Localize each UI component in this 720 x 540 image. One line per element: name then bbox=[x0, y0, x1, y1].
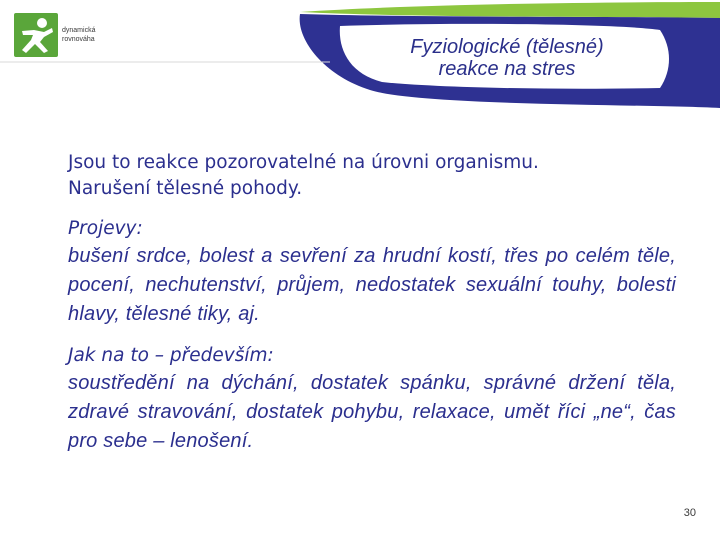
slide-title bbox=[376, 36, 638, 80]
logo-text-line1: dynamická bbox=[62, 27, 96, 34]
intro-line1: Jsou to reakce pozorovatelné na úrovni organismu. bbox=[68, 152, 539, 173]
slide-title-line1: Fyziologické (tělesné) bbox=[410, 36, 604, 58]
projevy-text: bušení srdce, bolest a sevření za hrudní kostí, třes po celém těle, pocení, nechutenství, průjem, nedostatek sexuální touhy, bolesti hlavy, tělesné tiky, aj. bbox=[68, 245, 676, 325]
intro-block bbox=[68, 150, 676, 202]
logo-text bbox=[62, 26, 95, 44]
running-figure-icon bbox=[14, 13, 58, 57]
slide-content bbox=[68, 150, 676, 470]
intro-line2: Narušení tělesné pohody. bbox=[68, 178, 303, 199]
projevy-heading: Projevy: bbox=[68, 218, 143, 239]
logo bbox=[14, 13, 112, 63]
jak-na-to-heading: Jak na to – především: bbox=[68, 345, 274, 366]
slide-title-line2: reakce na stres bbox=[438, 58, 576, 80]
page-number: 30 bbox=[683, 507, 696, 519]
logo-box bbox=[14, 13, 58, 57]
logo-text-line2: rovnováha bbox=[62, 36, 95, 43]
jak-na-to-text: soustředění na dýchání, dostatek spánku, správné držení těla, zdravé stravování, dostatek pohybu, relaxace, umět říci „ne“, čas pro sebe – lenošení. bbox=[68, 372, 676, 452]
